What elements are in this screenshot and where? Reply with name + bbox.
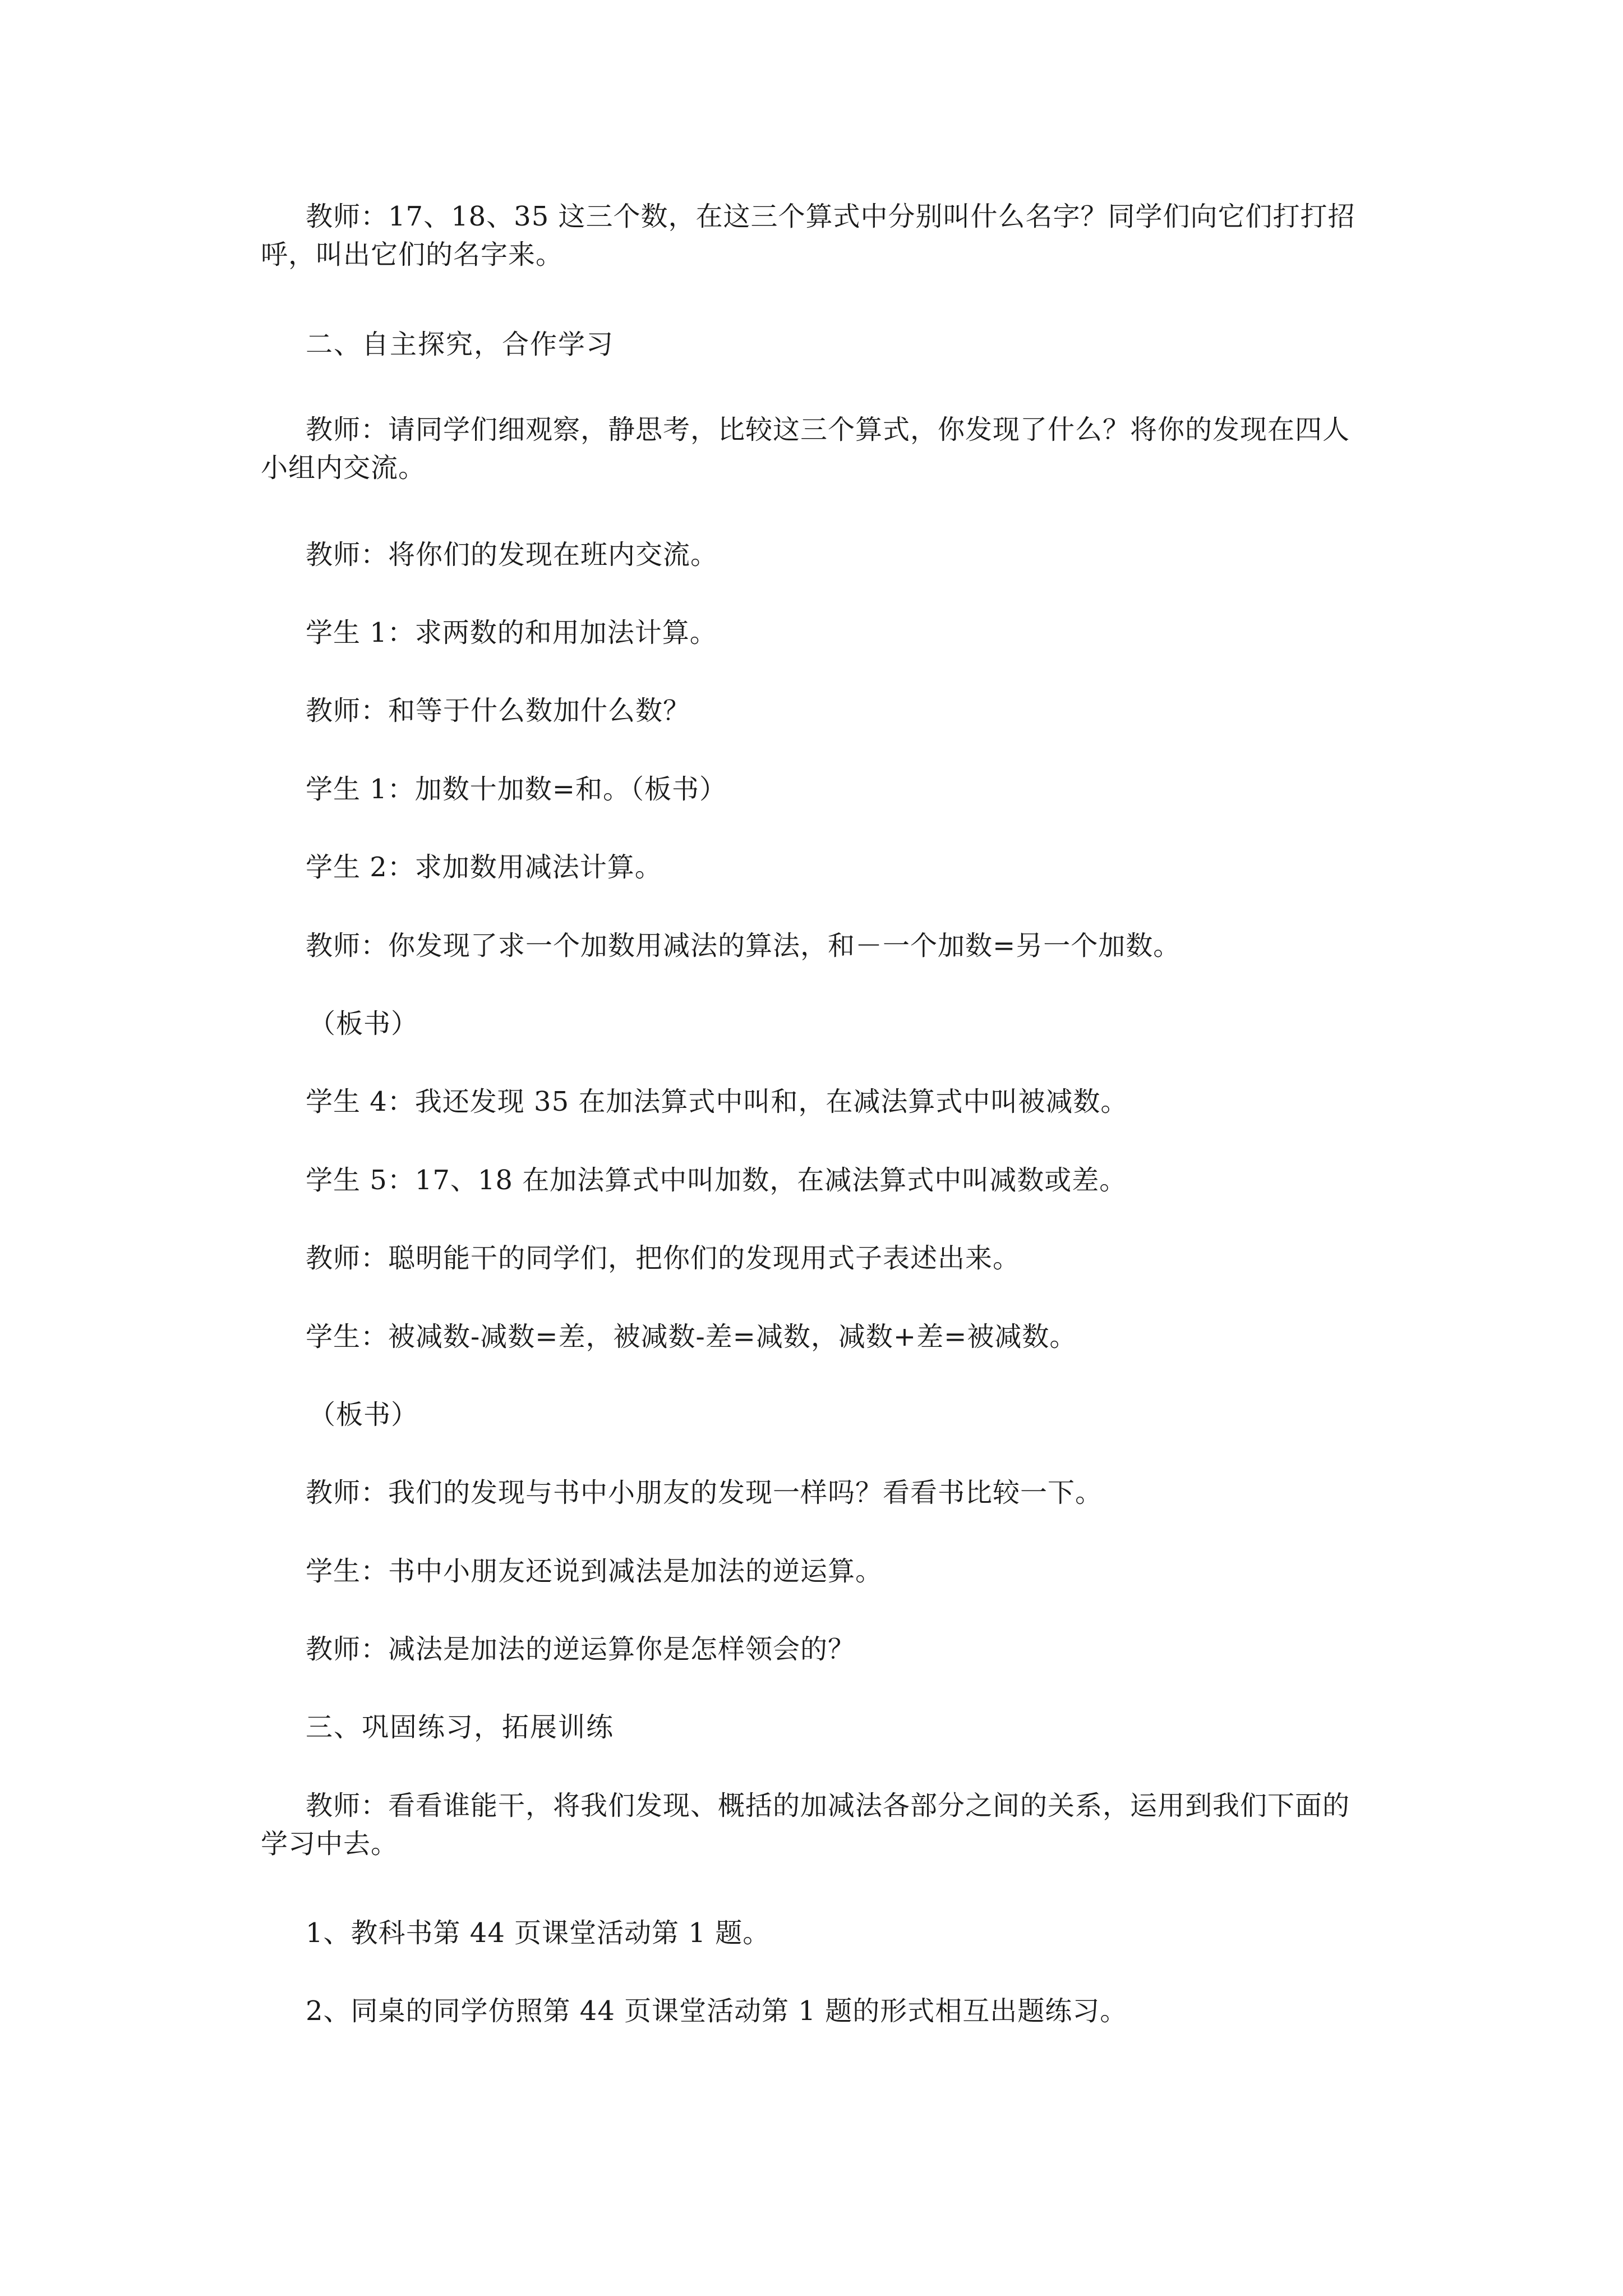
paragraph-line: 学生 1：加数十加数=和。（板书）	[306, 774, 727, 805]
paragraph-line: 教师：你发现了求一个加数用减法的算法，和－一个加数=另一个加数。	[306, 930, 1181, 961]
paragraph-line: 小组内交流。	[261, 452, 426, 484]
paragraph-student1-sum	[306, 614, 1388, 652]
paragraph-line: （板书）	[308, 1008, 419, 1039]
paragraph-teacher-compare	[306, 1474, 1388, 1512]
paragraph-line: 学生 1：求两数的和用加法计算。	[306, 617, 717, 648]
paragraph-line: 教师：减法是加法的逆运算你是怎样领会的？	[306, 1634, 856, 1665]
section-heading-3	[306, 1708, 1388, 1746]
paragraph-student1-formula	[306, 770, 1388, 808]
paragraph-line: 教师：和等于什么数加什么数？	[306, 695, 691, 726]
paragraph-teacher-express	[306, 1239, 1388, 1277]
paragraph-student-formulas	[306, 1318, 1388, 1356]
paragraph-line: 2、同桌的同学仿照第 44 页课堂活动第 1 题的形式相互出题练习。	[306, 1995, 1128, 2027]
list-item-exercise-1	[306, 1914, 1388, 1952]
paragraph-line: 学生 4：我还发现 35 在加法算式中叫和，在减法算式中叫被减数。	[306, 1086, 1128, 1117]
paragraph-teacher-inverse	[306, 1630, 1388, 1668]
paragraph-line: 呼，叫出它们的名字来。	[261, 239, 564, 270]
paragraph-line: 学生 2：求加数用减法计算。	[306, 852, 662, 883]
paragraph-line: 教师：17、18、35 这三个数，在这三个算式中分别叫什么名字？同学们向它们打打招	[306, 201, 1355, 232]
paragraph-line: 教师：我们的发现与书中小朋友的发现一样吗？看看书比较一下。	[306, 1477, 1103, 1508]
heading-text: 二、自主探究，合作学习	[306, 329, 615, 360]
paragraph-teacher-apply	[261, 1787, 1388, 1863]
paragraph-teacher-names	[261, 197, 1388, 274]
paragraph-teacher-share	[306, 536, 1388, 574]
heading-text: 三、巩固练习，拓展训练	[306, 1711, 615, 1743]
paragraph-line: 教师：请同学们细观察，静思考，比较这三个算式，你发现了什么？将你的发现在四人	[306, 414, 1350, 445]
paragraph-student4	[306, 1083, 1388, 1121]
paragraph-student-inverse	[306, 1552, 1388, 1590]
section-heading-2	[306, 325, 1388, 364]
paragraph-board-note	[308, 1005, 1391, 1043]
paragraph-line: 1、教科书第 44 页课堂活动第 1 题。	[306, 1917, 771, 1949]
paragraph-line: 学习中去。	[261, 1828, 399, 1860]
paragraph-line: 学生：书中小朋友还说到减法是加法的逆运算。	[306, 1556, 883, 1587]
paragraph-board-note	[308, 1396, 1391, 1434]
paragraph-teacher-observe	[261, 411, 1388, 487]
paragraph-line: 教师：将你们的发现在班内交流。	[306, 539, 718, 570]
paragraph-teacher-question	[306, 692, 1388, 730]
paragraph-student2	[306, 848, 1388, 886]
paragraph-line: 教师：聪明能干的同学们，把你们的发现用式子表述出来。	[306, 1243, 1021, 1274]
paragraph-line: 教师：看看谁能干，将我们发现、概括的加减法各部分之间的关系，运用到我们下面的	[306, 1790, 1350, 1821]
paragraph-line: 学生 5：17、18 在加法算式中叫加数，在减法算式中叫减数或差。	[306, 1165, 1127, 1196]
paragraph-line: 学生：被减数-减数=差，被减数-差=减数，减数+差=被减数。	[306, 1321, 1077, 1352]
paragraph-student5	[306, 1161, 1388, 1199]
paragraph-teacher-addend	[306, 927, 1388, 965]
paragraph-line: （板书）	[308, 1399, 419, 1430]
list-item-exercise-2	[306, 1992, 1388, 2030]
